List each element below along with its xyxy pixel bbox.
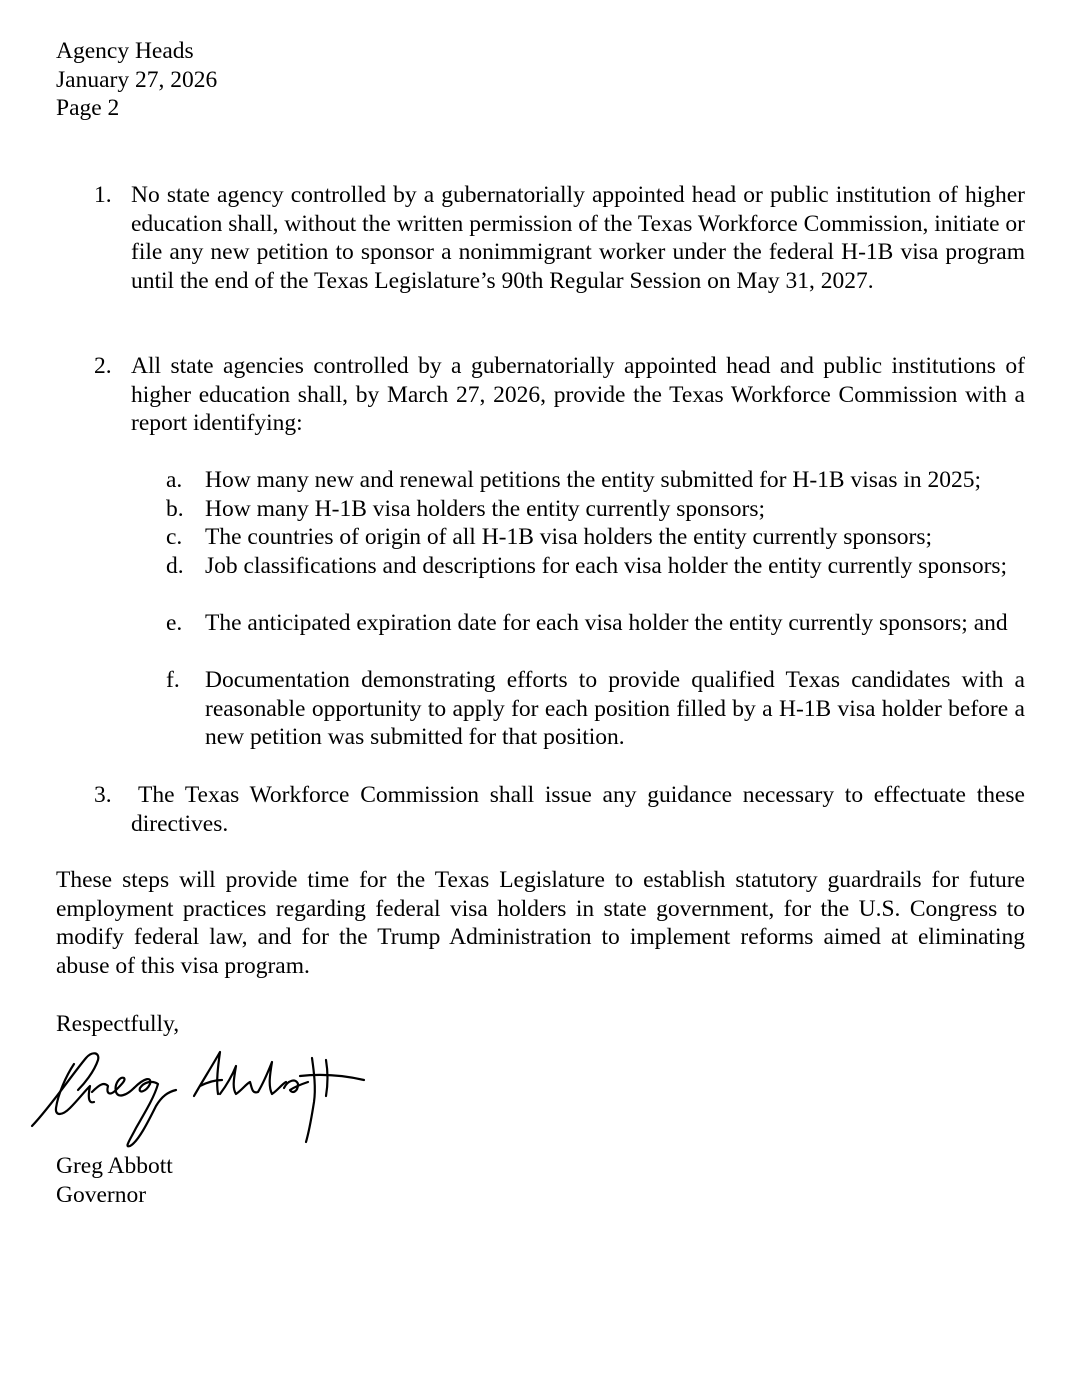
directive-text: All state agencies controlled by a gubernatorially appointed head and public institutions of higher education shall, by March 27, 2026, provide the Texas Workforce Commission with a report identifying: [131,353,1025,437]
signer-title: Governor [56,1181,147,1208]
recipient-line: Agency Heads [56,38,194,64]
signer-block [56,1152,173,1209]
item-text: The countries of origin of all H-1B visa holders the entity currently sponsors; [205,524,933,550]
directive-text: The Texas Workforce Commission shall issue any guidance necessary to effectuate these directives. [131,782,1025,837]
handwritten-signature [26,1046,371,1154]
item-text: Documentation demonstrating efforts to provide qualified Texas candidates with a reasonable opportunity to apply for each position filled by a H-1B visa holder before a new petition was submitted for that position. [205,667,1025,751]
page-number: Page 2 [56,95,120,122]
directive-text: No state agency controlled by a gubernatorially appointed head or public institution of higher education shall, without the written permission of the Texas Workforce Commission, initiate or file any new petition to sponsor a nonimmigrant worker under the federal H-1B visa program until the end of the Texas Legislature’s 90th Regular Session on May 31, 2027. [131,182,1025,294]
item-letter: d. [166,553,184,579]
item-text: How many new and renewal petitions the entity submitted for H-1B visas in 2025; [205,467,982,493]
directive-number: 1. [94,182,112,208]
item-text: The anticipated expiration date for each visa holder the entity currently sponsors; and [205,610,1008,636]
item-letter: b. [166,496,184,522]
item-text: Job classifications and descriptions for each visa holder the entity currently sponsors; [205,553,1008,579]
sign-off: Respectfully, [56,1011,180,1037]
letter-header [56,37,456,123]
closing-paragraph: These steps will provide time for the Texas Legislature to establish statutory guardrails for future employment practices regarding federal visa holders in state government, for the U.S. Congress to modify federal law, and for the Trump Administration to implement reforms aimed at eliminating abuse of this visa program. [56,867,1025,979]
directive-number: 3. [94,782,112,808]
item-letter: f. [166,667,180,693]
signer-name: Greg Abbott [56,1153,173,1179]
item-letter: a. [166,467,183,493]
item-text: How many H-1B visa holders the entity currently sponsors; [205,496,765,522]
directive-number: 2. [94,353,112,379]
item-letter: e. [166,610,183,636]
date-line: January 27, 2026 [56,66,218,93]
item-letter: c. [166,524,183,550]
